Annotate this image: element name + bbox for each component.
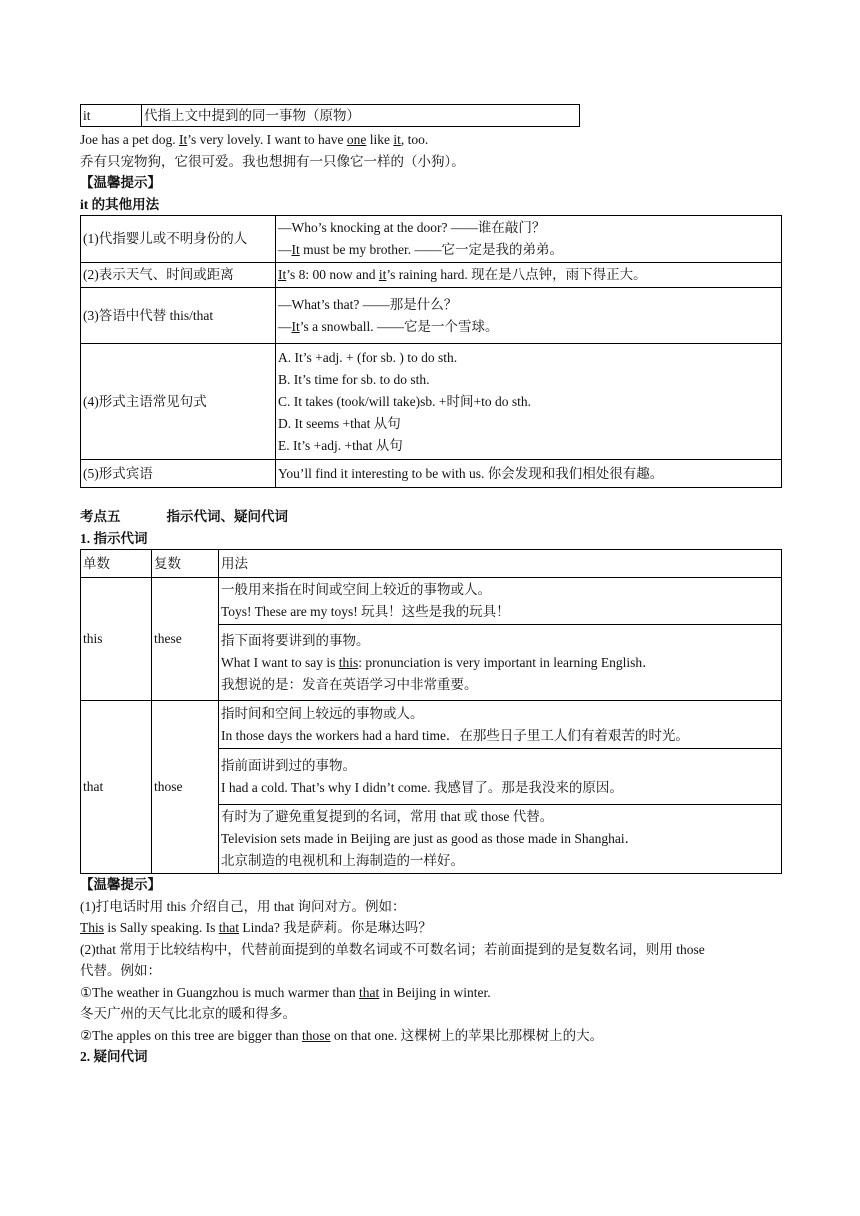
usage-label: (4)形式主语常见句式 — [81, 344, 276, 460]
usage-example: A. It’s +adj. + (for sb. ) to do sth. B. It’s time for sb. to do sth. C. It takes (took/will take)sb. +时间+to do sth. D. It seems +that 从句 E. It’s +adj. +that 从句 — [276, 344, 782, 460]
it-word-cell: it — [81, 105, 142, 127]
usage-example: You’ll find it interesting to be with us. 你会发现和我们相处很有趣。 — [276, 460, 782, 488]
usage-label: (1)代指婴儿或不明身份的人 — [81, 216, 276, 263]
tip-paragraph: ①The weather in Guangzhou is much warmer than that in Beijing in winter. — [80, 984, 491, 1000]
header-usage: 用法 — [219, 550, 782, 578]
usage-cell: 指前面讲到过的事物。 I had a cold. That’s why I didn’t come. 我感冒了。那是我没来的原因。 — [219, 749, 782, 805]
table-row — [81, 578, 782, 625]
table-row — [81, 460, 782, 488]
usage-example: It’s 8: 00 now and it’s raining hard. 现在是八点钟，雨下得正大。 — [276, 263, 782, 288]
table-row — [81, 344, 782, 460]
header-plural: 复数 — [152, 550, 219, 578]
it-usage-cell: 代指上文中提到的同一事物（原物） — [142, 105, 580, 127]
usage-cell: 有时为了避免重复提到的名词，常用 that 或 those 代替。 Television sets made in Beijing are just as good as those made in Shanghai． 北京制造的电视机和上海制造的一样好。 — [219, 805, 782, 874]
document-page — [80, 104, 782, 1068]
table-row — [81, 263, 782, 288]
tip-paragraph: 冬天广州的天气比北京的暖和得多。 — [80, 1006, 296, 1021]
next-heading: 2. 疑问代词 — [80, 1049, 148, 1064]
usage-example: —Who’s knocking at the door? ——谁在敲门？ —It must be my brother. ——它一定是我的弟弟。 — [276, 216, 782, 263]
table-row — [81, 701, 782, 749]
it-other-heading: it 的其他用法 — [80, 196, 160, 212]
demonstrative-table — [80, 549, 782, 874]
header-single: 单数 — [81, 550, 152, 578]
plural-those: those — [152, 701, 219, 874]
table-row — [81, 288, 782, 344]
demo-heading: 1. 指示代词 — [80, 530, 148, 546]
section-title: 考点五 指示代词、疑问代词 — [80, 509, 288, 524]
usage-example: —What’s that? ——那是什么？ —It’s a snowball. ——它是一个雪球。 — [276, 288, 782, 344]
usage-label: (3)答语中代替 this/that — [81, 288, 276, 344]
it-usage-table — [80, 104, 580, 127]
plural-these: these — [152, 578, 219, 701]
tip-paragraph: (1)打电话时用 this 介绍自己，用 that 询问对方。例如： — [80, 898, 406, 914]
it-example-en: Joe has a pet dog. It’s very lovely. I want to have one like it, too. — [80, 132, 429, 147]
usage-cell: 指时间和空间上较远的事物或人。 In those days the workers had a hard time．在那些日子里工人们有着艰苦的时光。 — [219, 701, 782, 749]
tip-heading-2: 【温馨提示】 — [80, 877, 161, 892]
table-row — [81, 216, 782, 263]
usage-cell: 一般用来指在时间或空间上较近的事物或人。 Toys! These are my toys! 玩具！这些是我的玩具！ — [219, 578, 782, 625]
tip-paragraph: (2)that 常用于比较结构中，代替前面提到的单数名词或不可数名词；若前面提到的是复数名词，则用 those — [80, 941, 705, 957]
tip-paragraph: This is Sally speaking. Is that Linda? 我是萨莉。你是琳达吗？ — [80, 920, 432, 935]
single-this: this — [81, 578, 152, 701]
tip-paragraph: ②The apples on this tree are bigger than those on that one. 这棵树上的苹果比那棵树上的大。 — [80, 1027, 604, 1043]
usage-cell: 指下面将要讲到的事物。 What I want to say is this: pronunciation is very important in learning English． 我想说的是：发音在英语学习中非常重要。 — [219, 625, 782, 701]
usage-label: (5)形式宾语 — [81, 460, 276, 488]
tip-paragraph: 代替。例如： — [80, 963, 161, 978]
single-that: that — [81, 701, 152, 874]
usage-label: (2)表示天气、时间或距离 — [81, 263, 276, 288]
it-example-zh: 乔有只宠物狗，它很可爱。我也想拥有一只像它一样的（小狗）。 — [80, 153, 465, 169]
tip-heading: 【温馨提示】 — [80, 175, 161, 190]
table-header-row — [81, 550, 782, 578]
it-other-uses-table — [80, 215, 782, 488]
